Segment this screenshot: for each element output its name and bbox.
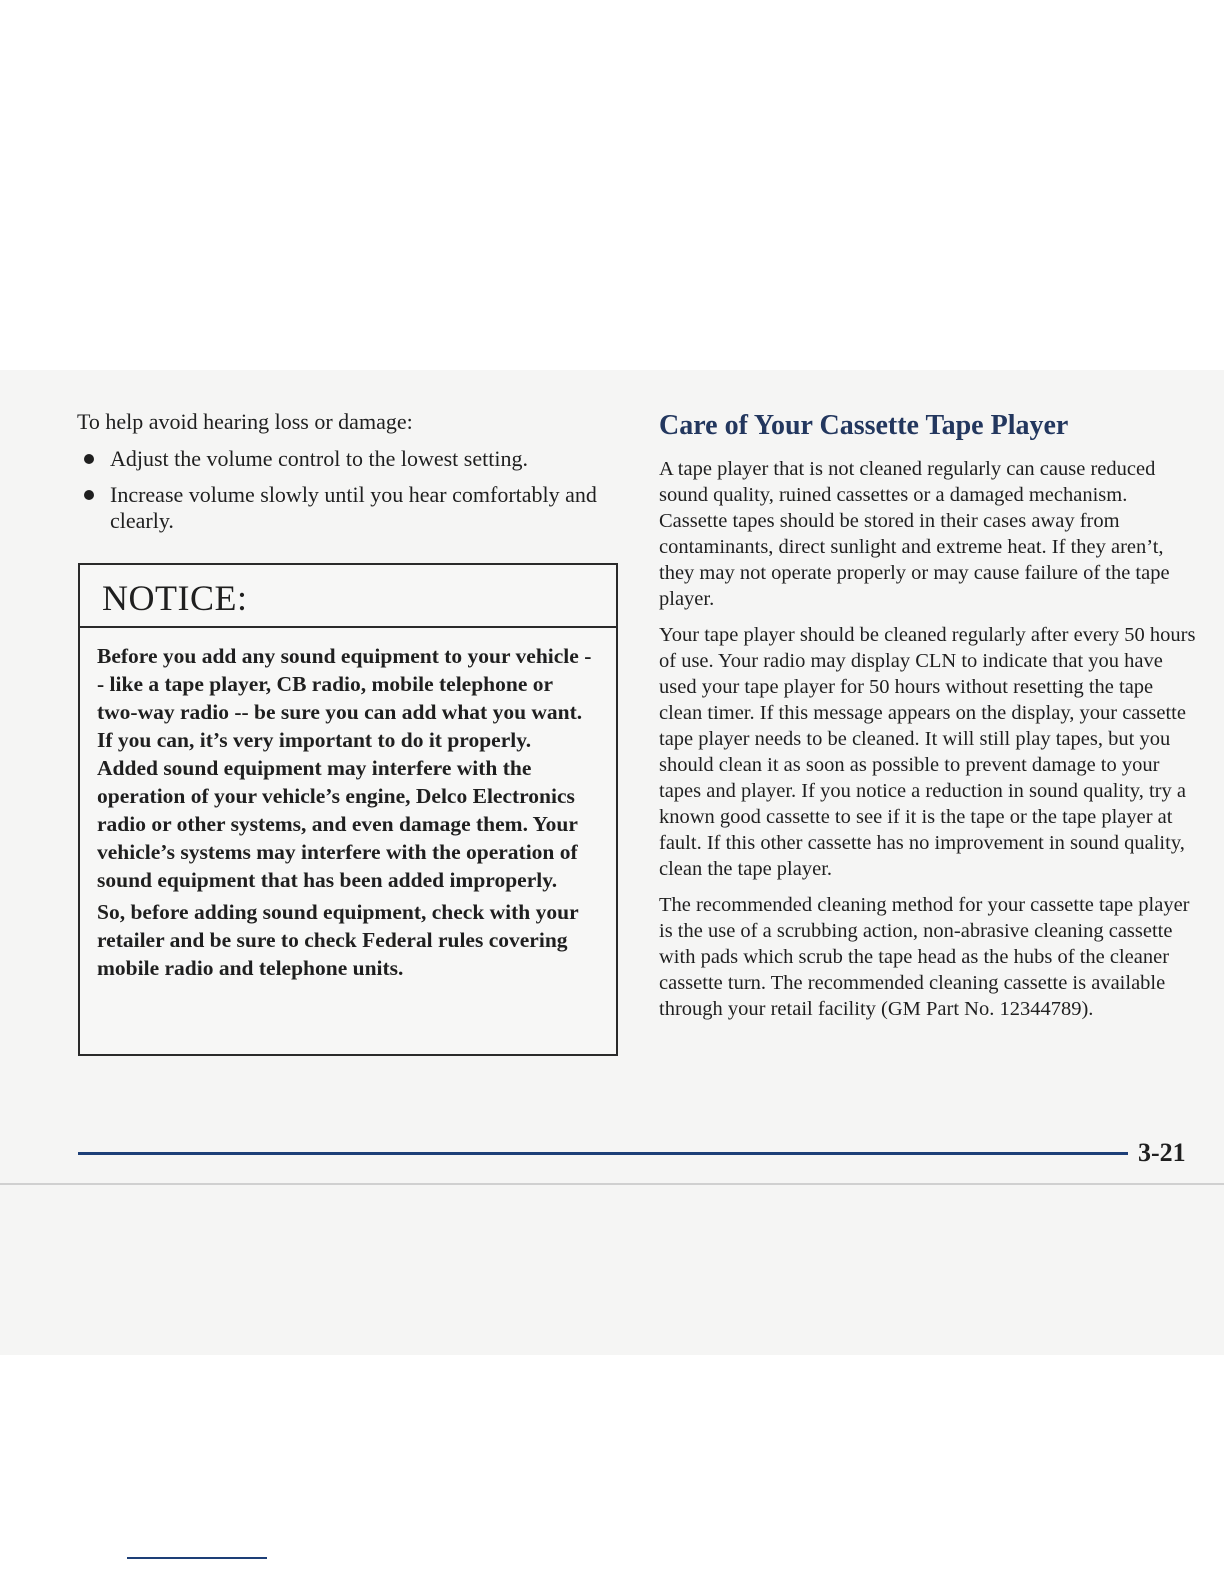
body-paragraph: Your tape player should be cleaned regularly after every 50 hours of use. Your radio may display CLN to indicate that you have used your tape player for 50 hours without resetting the tape clean timer. If this message appears on the display, your cassette tape player needs to be cleaned. It will still play tapes, but you should clean it as soon as possible to prevent damage to your tapes and player. If you notice a reduction in sound quality, try a known good cassette to see if it is the tape or the tape player at fault. If this other cassette has no improvement in sound quality, clean the tape player. xyxy=(659,624,1196,880)
notice-paragraph: So, before adding sound equipment, check with your retailer and be sure to check Federal rules covering mobile radio and telephone units. xyxy=(97,900,579,980)
list-item xyxy=(77,482,622,534)
page-divider xyxy=(0,1183,1224,1185)
bullet-icon xyxy=(84,454,94,464)
notice-box xyxy=(78,563,618,1056)
right-column xyxy=(659,408,1199,1032)
bullet-icon xyxy=(84,490,94,500)
bullet-text: Adjust the volume control to the lowest setting. xyxy=(110,446,528,471)
notice-body xyxy=(80,628,616,982)
hearing-intro: To help avoid hearing loss or damage: xyxy=(77,409,413,434)
bullet-text: Increase volume slowly until you hear comfortably and clearly. xyxy=(110,482,597,533)
section-title: Care of Your Cassette Tape Player xyxy=(659,410,1069,441)
list-item xyxy=(77,446,622,472)
body-paragraph: A tape player that is not cleaned regularly can cause reduced sound quality, ruined cassettes or a damaged mechanism. Cassette tapes should be stored in their cases away from contaminants, direct sunlight and extreme heat. If they aren’t, they may not operate properly or may cause failure of the tape player. xyxy=(659,458,1170,610)
bullet-list xyxy=(77,446,622,534)
notice-paragraph: Before you add any sound equipment to your vehicle -- like a tape player, CB radio, mobile telephone or two-way radio -- be sure you can add what you want. If you can, it’s very important to do it properly. Added sound equipment may interfere with the operation of your vehicle’s engine, Delco Electronics radio or other systems, and even damage them. Your vehicle’s systems may interfere with the operation of sound equipment that has been added improperly. xyxy=(97,644,592,892)
footer-rule xyxy=(78,1152,1128,1155)
notice-heading: NOTICE: xyxy=(80,565,616,628)
body-paragraph: The recommended cleaning method for your cassette tape player is the use of a scrubbing action, non-abrasive cleaning cassette with pads which scrub the tape head as the hubs of the cleaner cassette turn. The recommended cleaning cassette is available through your retail facility (GM Part No. 12344789). xyxy=(659,894,1190,1020)
left-column xyxy=(77,408,622,544)
bottom-rule xyxy=(127,1557,267,1559)
page-number: 3-21 xyxy=(1138,1138,1186,1167)
